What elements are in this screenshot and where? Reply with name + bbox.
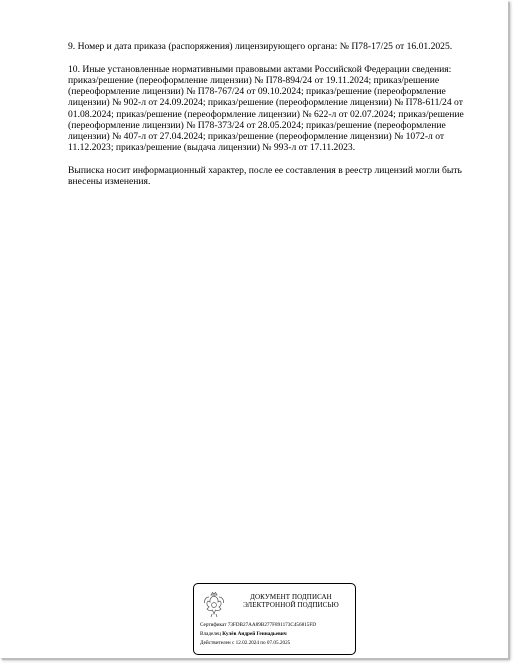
item-10-line: 11.12.2023; приказ/решение (выдача лицензии) № 993-л от 17.11.2023. bbox=[68, 142, 356, 154]
disclaimer-line: Выписка носит информационный характер, после ее составления в реестр лицензий могли быть bbox=[68, 165, 462, 177]
item-10-paragraph bbox=[68, 64, 488, 154]
item-10-line: (переоформление лицензии) № П78-373/24 от 28.05.2024; приказ/решение (переоформление bbox=[68, 119, 446, 131]
owner-value: Кулёв Андрей Геннадьевич bbox=[222, 631, 287, 637]
certificate-row bbox=[200, 621, 352, 630]
item-10-line: лицензии) № 407-л от 27.04.2024; приказ/решение (переоформление лицензии) № 1072-л от bbox=[68, 131, 445, 143]
item-10-line: приказ/решение (переоформление лицензии) № П78-894/24 от 19.11.2024; приказ/решение bbox=[68, 75, 440, 86]
item-10-line: 10. Иные установленные нормативными правовыми актами Российской Федерации сведения: bbox=[68, 63, 452, 75]
stamp-title-line: ЭЛЕКТРОННОЙ ПОДПИСЬЮ bbox=[243, 601, 339, 610]
item-10-line: 01.08.2024; приказ/решение (переоформление лицензии) № 622-л от 02.07.2024; приказ/решение bbox=[68, 108, 464, 120]
disclaimer-paragraph bbox=[68, 165, 488, 187]
page-shadow-right bbox=[508, 2, 510, 660]
page-shadow-bottom bbox=[2, 658, 510, 660]
item-9-text: 9. Номер и дата приказа (распоряжения) лицензирующего органа: № П78-17/25 от 16.01.2025. bbox=[68, 41, 453, 52]
stamp-title-line: ДОКУМЕНТ ПОДПИСАН bbox=[250, 593, 332, 601]
item-10-line: (переоформление лицензии) № П78-767/24 от 09.10.2024; приказ/решение (переоформление bbox=[68, 86, 446, 98]
validity-row: Действителен с 12.02.2024 по 07.05.2025 bbox=[200, 640, 291, 646]
electronic-signature-stamp bbox=[193, 583, 356, 655]
owner-row bbox=[200, 630, 352, 639]
stamp-details bbox=[200, 621, 352, 648]
item-10-line: лицензии) № 902-л от 24.09.2024; приказ/решение (переоформление лицензии) № П78-611/24 от bbox=[68, 97, 463, 109]
item-9-paragraph bbox=[68, 41, 488, 52]
certificate-label: Сертификат bbox=[200, 622, 227, 628]
disclaimer-line: внесены изменения. bbox=[68, 176, 151, 188]
coat-of-arms-icon bbox=[202, 591, 226, 619]
stamp-title bbox=[230, 593, 352, 610]
owner-label: Владелец bbox=[200, 631, 221, 637]
certificate-value: 73FDB27AA89B277F891173C456815FD bbox=[227, 622, 317, 628]
document-body bbox=[68, 41, 488, 199]
